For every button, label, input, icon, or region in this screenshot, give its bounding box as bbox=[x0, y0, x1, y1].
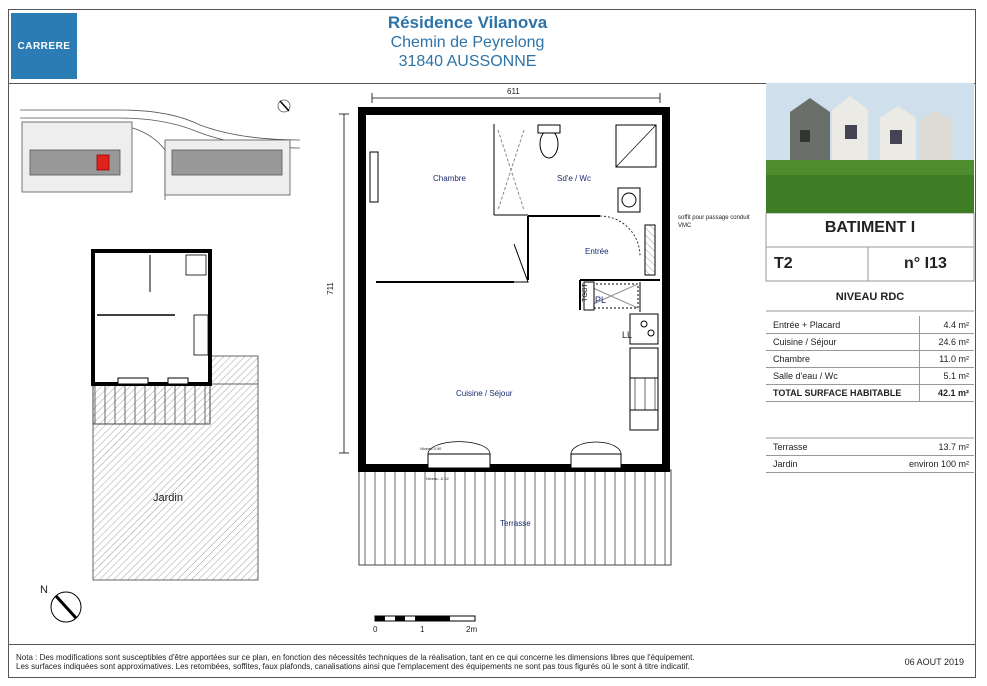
scale-label-1: 1 bbox=[420, 625, 425, 634]
footer-note-line1: Nota : Des modifications sont susceptibles d'être apportées sur ce plan, en fonction des nécessités techniques de la réalisation, tant en ce qui concerne les dimensions libres que l'équipement. bbox=[16, 653, 695, 662]
plan-date: 06 AOUT 2019 bbox=[904, 657, 964, 667]
compass bbox=[51, 592, 81, 622]
site-plan bbox=[20, 100, 300, 200]
building-name: BATIMENT I bbox=[824, 219, 916, 236]
compass-north-label: N bbox=[40, 584, 48, 596]
extra-row: Terrasse 13.7 m² bbox=[766, 438, 974, 456]
apartment-type: T2 bbox=[774, 255, 793, 272]
footer-note-line2: Les surfaces indiquées sont approximatives. Les retombées, soffites, faux plafonds, canalisations ainsi que l'emplacement des équipements ne sont pas tous figurés où le sont à titre indicatif. bbox=[16, 662, 690, 671]
apartment-walls bbox=[362, 111, 666, 468]
area-row: Salle d'eau / Wc 5.1 m² bbox=[766, 367, 974, 385]
scale-label-0: 0 bbox=[373, 625, 378, 634]
carrere-logo: CARRERE bbox=[11, 13, 77, 79]
pl-label: PL bbox=[595, 295, 607, 305]
room-label-chambre: Chambre bbox=[433, 174, 466, 183]
dimension-height: 711 bbox=[325, 282, 335, 295]
ll-label: LL bbox=[622, 330, 633, 340]
address-street: Chemin de Peyrelong bbox=[390, 34, 545, 51]
room-label-sde-wc: Sd'e / Wc bbox=[557, 174, 591, 183]
address-city: 31840 AUSSONNE bbox=[398, 53, 537, 70]
level-label: NIVEAU RDC bbox=[835, 291, 905, 303]
scale-label-2: 2m bbox=[466, 625, 478, 634]
residence-name: Résidence Vilanova bbox=[387, 13, 548, 32]
area-row: Chambre 11.0 m² bbox=[766, 350, 974, 368]
soffit-note: soffit pour passage conduit VMC bbox=[678, 215, 750, 229]
tgbt-label: TGBT bbox=[581, 283, 589, 302]
extra-row: Jardin environ 100 m² bbox=[766, 455, 974, 473]
overview-plan bbox=[93, 251, 258, 580]
room-label-terrasse: Terrasse bbox=[500, 519, 531, 528]
footer-note bbox=[16, 653, 695, 671]
room-label-jardin: Jardin bbox=[153, 492, 183, 504]
area-row: Cuisine / Séjour 24.6 m² bbox=[766, 333, 974, 351]
area-row: Entrée + Placard 4.4 m² bbox=[766, 316, 974, 334]
area-total-row: TOTAL SURFACE HABITABLE 42.1 m² bbox=[766, 384, 974, 402]
level-label-2: Niveau -0.02 bbox=[426, 476, 449, 481]
terrace-area bbox=[359, 470, 671, 565]
building-render bbox=[766, 83, 974, 213]
lot-number: n° I13 bbox=[904, 255, 947, 272]
level-label-1: Niveau 0.00 bbox=[420, 446, 442, 451]
scale-bar bbox=[375, 616, 475, 621]
dimension-width: 611 bbox=[507, 87, 520, 96]
room-label-cuisine-sejour: Cuisine / Séjour bbox=[456, 389, 513, 398]
room-label-entree: Entrée bbox=[585, 247, 609, 256]
